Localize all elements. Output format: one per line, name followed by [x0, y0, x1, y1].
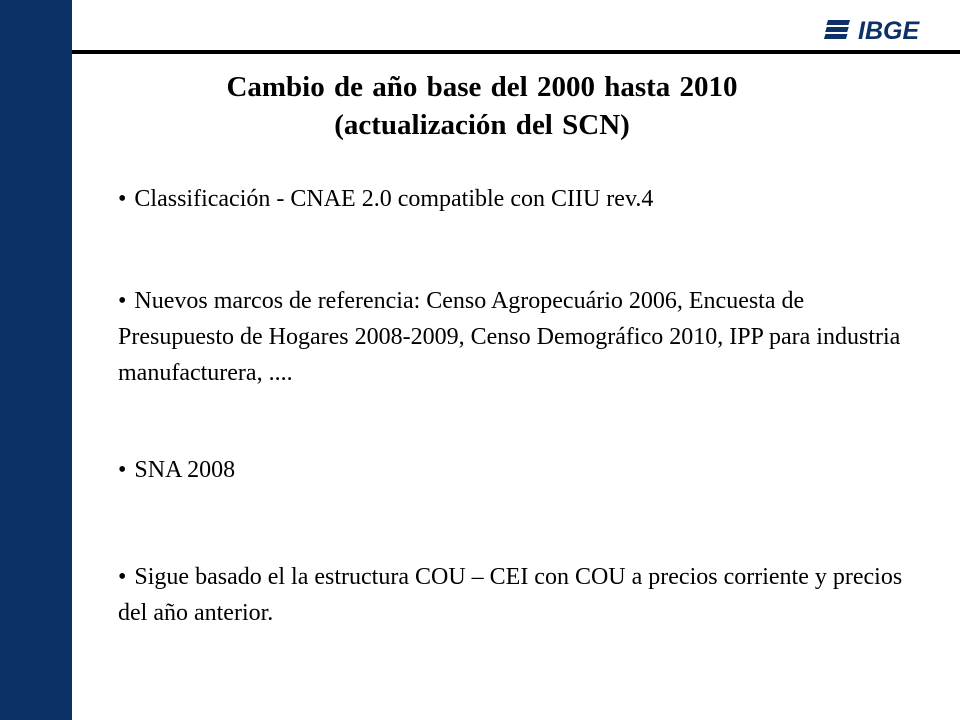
title-line-2: (actualización del SCN) — [334, 109, 630, 141]
bullet-item — [118, 559, 918, 631]
bullet-text: Nuevos marcos de referencia: Censo Agropecuário 2006, Encuesta de Presupuesto de Hogares 2008-2009, Censo Demográfico 2010, IPP para industria manufacturera, .... — [118, 288, 901, 386]
ibge-logo-icon — [822, 14, 940, 44]
bullet-text: SNA 2008 — [134, 457, 236, 483]
bullet-marker: • — [118, 564, 127, 590]
logo-text: IBGE — [858, 17, 920, 44]
bullet-marker: • — [118, 288, 127, 314]
slide-title — [72, 68, 892, 144]
bullet-text: Sigue basado el la estructura COU – CEI con COU a precios corriente y precios del año anterior. — [118, 564, 903, 626]
bullet-item — [118, 283, 918, 391]
side-bar — [0, 0, 72, 720]
bullet-marker: • — [118, 186, 127, 212]
title-line-1: Cambio de año base del 2000 hasta 2010 — [226, 71, 738, 103]
top-rule — [72, 50, 960, 54]
bullet-marker: • — [118, 457, 127, 483]
bullet-item — [118, 452, 918, 488]
bullet-item — [118, 181, 918, 217]
ibge-logo — [822, 14, 940, 44]
bullet-text: Classificación - CNAE 2.0 compatible con CIIU rev.4 — [134, 186, 654, 212]
